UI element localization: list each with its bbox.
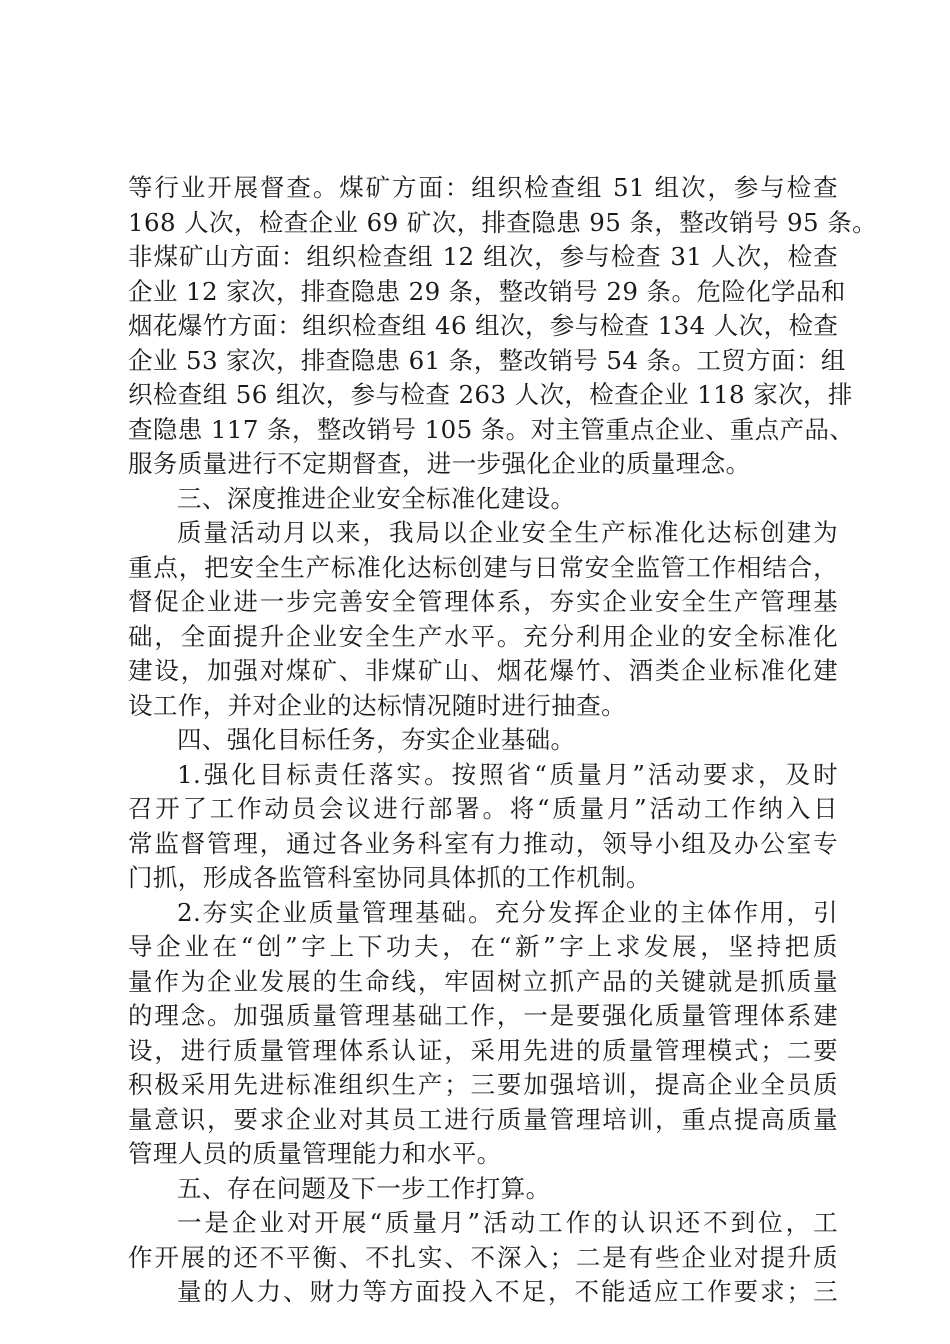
- text-line: 督促企业进一步完善安全管理体系，夯实企业安全生产管理基: [128, 587, 838, 616]
- text-line: 企业 53 家次，排查隐患 61 条，整改销号 54 条。工贸方面：组: [128, 345, 846, 375]
- text-line: 等行业开展督查。煤矿方面：组织检查组 51 组次，参与检查: [128, 173, 838, 202]
- text-line: 量意识，要求企业对其员工进行质量管理培训，重点提高质量: [128, 1104, 838, 1134]
- text-line: 织检查组 56 组次，参与检查 263 人次，检查企业 118 家次，排: [128, 380, 853, 409]
- text-line: 服务质量进行不定期督查，进一步强化企业的质量理念。: [128, 449, 751, 478]
- text-line: 非煤矿山方面：组织检查组 12 组次，参与检查 31 人次，检查: [128, 242, 838, 271]
- text-line: 门抓，形成各监管科室协同具体抓的工作机制。: [128, 863, 651, 892]
- text-line: 质量活动月以来，我局以企业安全生产标准化达标创建为: [177, 518, 838, 547]
- text-line: 五、存在问题及下一步工作打算。: [177, 1173, 551, 1203]
- text-line: 1.强化目标责任落实。按照省“质量月”活动要求，及时: [177, 759, 838, 789]
- text-line: 三、深度推进企业安全标准化建设。: [177, 483, 576, 513]
- text-line: 管理人员的质量管理能力和水平。: [128, 1139, 502, 1168]
- text-line: 168 人次，检查企业 69 矿次，排查隐患 95 条，整改销号 95 条。: [128, 207, 878, 237]
- document-body: [128, 171, 878, 1310]
- text-line: 积极采用先进标准组织生产；三要加强培训，提高企业全员质: [128, 1070, 838, 1099]
- text-line: 查隐患 117 条，整改销号 105 条。对主管重点企业、重点产品、: [128, 414, 855, 444]
- text-line: 烟花爆竹方面：组织检查组 46 组次，参与检查 134 人次，检查: [128, 311, 839, 340]
- text-line: 企业 12 家次，排查隐患 29 条，整改销号 29 条。危险化学品和: [128, 276, 846, 306]
- text-line: 重点，把安全生产标准化达标创建与日常安全监管工作相结合，: [128, 552, 838, 582]
- text-line: 量的人力、财力等方面投入不足，不能适应工作要求；三: [177, 1277, 838, 1306]
- text-line: 常监督管理，通过各业务科室有力推动，领导小组及办公室专: [128, 828, 838, 858]
- text-line: 导企业在“创”字上下功夫，在“新”字上求发展，坚持把质: [128, 932, 838, 961]
- text-line: 四、强化目标任务，夯实企业基础。: [177, 725, 576, 754]
- text-line: 建设，加强对煤矿、非煤矿山、烟花爆竹、酒类企业标准化建: [128, 656, 838, 685]
- text-line: 础，全面提升企业安全生产水平。充分利用企业的安全标准化: [128, 621, 838, 651]
- text-line: 召开了工作动员会议进行部署。将“质量月”活动工作纳入日: [128, 794, 838, 823]
- text-line: 2.夯实企业质量管理基础。充分发挥企业的主体作用，引: [177, 897, 838, 927]
- text-line: 设，进行质量管理体系认证，采用先进的质量管理模式；二要: [128, 1035, 838, 1065]
- text-line: 的理念。加强质量管理基础工作，一是要强化质量管理体系建: [128, 1001, 838, 1030]
- text-line: 量作为企业发展的生命线，牢固树立抓产品的关键就是抓质量: [128, 966, 838, 996]
- text-line: 一是企业对开展“质量月”活动工作的认识还不到位，工: [177, 1208, 838, 1237]
- text-line: 作开展的还不平衡、不扎实、不深入；二是有些企业对提升质: [128, 1242, 838, 1272]
- text-line: 设工作，并对企业的达标情况随时进行抽查。: [128, 690, 626, 720]
